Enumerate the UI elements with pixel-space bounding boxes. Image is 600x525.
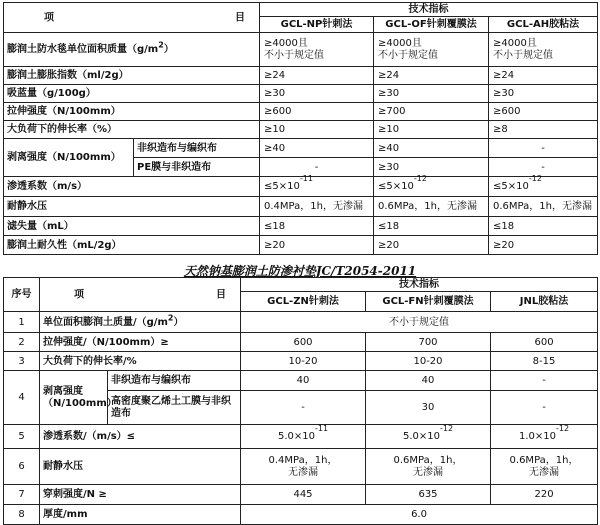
row-label: 膨润土防水毯单位面积质量$(g/m^2)$ xyxy=(4,33,260,67)
cell-value: 600 xyxy=(241,333,366,352)
cell-value: ≥10 xyxy=(374,121,489,139)
cell-value: - xyxy=(260,158,374,177)
cell-value: ≥20 xyxy=(489,236,598,255)
cell-value: 8-15 xyxy=(491,352,598,371)
seq-cell: 5 xyxy=(4,425,40,449)
cell-value: 0.6MPa，1h， 无渗漏 xyxy=(491,449,598,485)
cell-value: - xyxy=(489,139,598,158)
tech-index-header: 技术指标 xyxy=(241,278,598,292)
row-label: 滤失量（mL） xyxy=(4,217,260,236)
sub-label: 非织造布与编织布 xyxy=(134,139,260,158)
cell-value: ≥30 xyxy=(374,85,489,103)
tech-index-header: 技术指标 xyxy=(260,3,598,17)
row-label: 厚度/mm xyxy=(40,505,241,525)
row-label: 大负荷下的伸长率（%） xyxy=(4,121,260,139)
row-label: 耐静水压 xyxy=(40,449,241,485)
cell-value: 40 xyxy=(241,371,366,391)
row-label: 穿刺强度/N ≥ xyxy=(40,485,241,505)
cell-value: ≥4000且 不小于规定值 xyxy=(260,33,374,67)
cell-value: ≥600 xyxy=(260,103,374,121)
cell-value: ≤18 xyxy=(489,217,598,236)
cell-value: 30 xyxy=(366,391,491,425)
cell-value: 0.4MPa，1h， 无渗漏 xyxy=(241,449,366,485)
method-header: GCL-OF针刺覆膜法 xyxy=(374,17,489,33)
standard-caption: 天然钠基膨润土防渗衬垫JC/T2054-2011 xyxy=(183,264,417,278)
cell-value: - xyxy=(241,391,366,425)
gcl-standard-table xyxy=(3,277,598,525)
cell-value: $5.0\times 10^{-12}$ xyxy=(366,425,491,449)
cell-value: 700 xyxy=(366,333,491,352)
cell-value: ≥10 xyxy=(260,121,374,139)
sub-label: PE膜与非织造布 xyxy=(134,158,260,177)
row-label: 渗透系数（m/s） xyxy=(4,177,260,197)
row-label: 膨润土耐久性（mL/2g） xyxy=(4,236,260,255)
cell-value: - xyxy=(491,371,598,391)
cell-value: 10-20 xyxy=(366,352,491,371)
item-header-right: 目 xyxy=(216,289,226,300)
row-label: 剥离强度 （N/100mm） xyxy=(40,371,108,425)
cell-value: ≥8 xyxy=(489,121,598,139)
seq-cell: 3 xyxy=(4,352,40,371)
row-label: 剥离强度（N/100mm） xyxy=(4,139,134,177)
gcl-spec-table xyxy=(3,2,598,255)
cell-value: $5.0\times 10^{-11}$ xyxy=(241,425,366,449)
cell-value: 220 xyxy=(491,485,598,505)
item-header xyxy=(40,278,241,312)
row-label: 渗透系数/（m/s）≤ xyxy=(40,425,241,449)
cell-value: 0.6MPa，1h， 无渗漏 xyxy=(366,449,491,485)
cell-value: $\le 5\times 10^{-12}$ xyxy=(374,177,489,197)
method-header: GCL-ZN针刺法 xyxy=(241,292,366,312)
cell-value: ≥700 xyxy=(374,103,489,121)
seq-cell: 1 xyxy=(4,312,40,333)
cell-value: ≥24 xyxy=(489,67,598,85)
cell-value: ≥30 xyxy=(374,158,489,177)
cell-value: ≥4000且 不小于规定值 xyxy=(489,33,598,67)
item-header-left: 项 xyxy=(44,12,54,23)
cell-value: 0.6MPa，1h，无渗漏 xyxy=(374,197,489,217)
cell-value: ≥20 xyxy=(260,236,374,255)
cell-value: $1.0\times 10^{-12}$ xyxy=(491,425,598,449)
cell-value: ≥40 xyxy=(374,139,489,158)
seq-cell: 7 xyxy=(4,485,40,505)
sub-label: 高密度聚乙烯土工膜与非织 造布 xyxy=(108,391,241,425)
method-header: GCL-AH胶粘法 xyxy=(489,17,598,33)
cell-value: ≤18 xyxy=(260,217,374,236)
row-label: 吸蓝量（g/100g） xyxy=(4,85,260,103)
sub-label: 非织造布与编织布 xyxy=(108,371,241,391)
cell-value: 10-20 xyxy=(241,352,366,371)
cell-value: 0.6MPa，1h，无渗漏 xyxy=(489,197,598,217)
cell-value: - xyxy=(491,391,598,425)
cell-value: 600 xyxy=(491,333,598,352)
cell-value: ≥600 xyxy=(489,103,598,121)
row-label: 膨润土膨胀指数（ml/2g） xyxy=(4,67,260,85)
item-header-left: 项 xyxy=(74,289,84,300)
seq-cell: 2 xyxy=(4,333,40,352)
cell-value: 40 xyxy=(366,371,491,391)
cell-value: ≥24 xyxy=(374,67,489,85)
cell-value: ≥4000且 不小于规定值 xyxy=(374,33,489,67)
cell-value: ≥24 xyxy=(260,67,374,85)
seq-cell: 8 xyxy=(4,505,40,525)
cell-value: 不小于规定值 xyxy=(241,312,598,333)
row-label: 单位面积膨润土质量$/(g/m^2)$ xyxy=(40,312,241,333)
row-label: 大负荷下的伸长率/% xyxy=(40,352,241,371)
seq-cell: 4 xyxy=(4,371,40,425)
row-label: 拉伸强度/（N/100mm）≥ xyxy=(40,333,241,352)
seq-cell: 6 xyxy=(4,449,40,485)
cell-value: 0.4MPa，1h，无渗漏 xyxy=(260,197,374,217)
cell-value: ≤18 xyxy=(374,217,489,236)
method-header: JNL胶粘法 xyxy=(491,292,598,312)
method-header: GCL-NP针刺法 xyxy=(260,17,374,33)
row-label: 拉伸强度（N/100mm） xyxy=(4,103,260,121)
item-header xyxy=(4,3,260,33)
method-header: GCL-FN针刺覆膜法 xyxy=(366,292,491,312)
row-label: 耐静水压 xyxy=(4,197,260,217)
cell-value: ≥30 xyxy=(260,85,374,103)
cell-value: $\le 5\times 10^{-11}$ xyxy=(260,177,374,197)
item-header-right: 目 xyxy=(235,12,245,23)
seq-header: 序号 xyxy=(4,278,40,312)
cell-value: ≥30 xyxy=(489,85,598,103)
cell-value: 6.0 xyxy=(241,505,598,525)
cell-value: $\le 5\times 10^{-12}$ xyxy=(489,177,598,197)
cell-value: 445 xyxy=(241,485,366,505)
cell-value: 635 xyxy=(366,485,491,505)
cell-value: - xyxy=(489,158,598,177)
cell-value: ≥40 xyxy=(260,139,374,158)
cell-value: ≥20 xyxy=(374,236,489,255)
